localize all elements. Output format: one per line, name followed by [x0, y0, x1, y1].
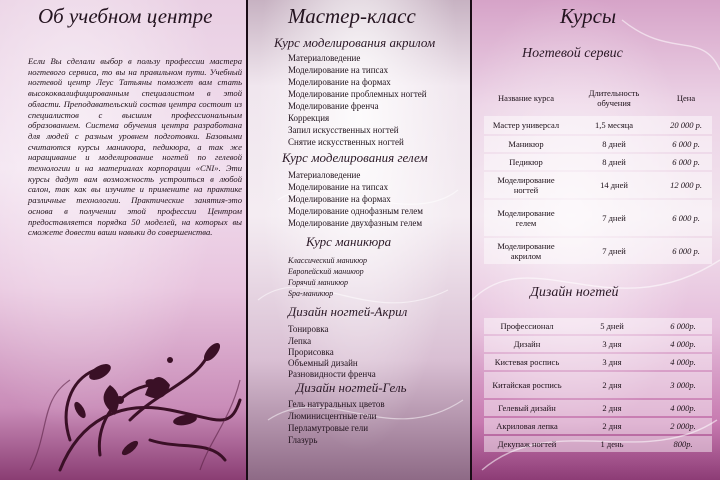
table-header-row: [484, 82, 712, 114]
acrylic-design-heading: Дизайн ногтей-Акрил: [288, 304, 408, 319]
list-item: Глазурь: [288, 435, 318, 445]
list-item: Прорисовка: [288, 347, 334, 357]
course-name: Дизайн: [484, 336, 570, 352]
course-price: 4 000р.: [654, 400, 712, 416]
course-price: 6 000 р.: [660, 154, 712, 170]
course-price: 6 000 р.: [660, 200, 712, 236]
course-duration: 5 дней: [570, 318, 654, 334]
course-duration: 8 дней: [568, 154, 660, 170]
masterclass-title: Мастер-класс: [288, 4, 416, 28]
course-duration: 2 дня: [570, 418, 654, 434]
course-name: Моделирование ногтей: [484, 172, 568, 198]
course-price: 12 000 р.: [660, 172, 712, 198]
course-name: Маникюр: [484, 136, 568, 152]
gel-course-heading: Курс моделирования гелем: [282, 150, 428, 165]
about-text: Если Вы сделали выбор в пользу профессии мастера ногтевого сервиса, то вы на правильном пути. Учебный ногтевой центр Леус Татьяны поможет вам стать высококвалифицированным специалистом в этой области. Преподавательский состав центра состоит из специалистов с высшим профессиональным образованием. Система обучения центра разработана для людей с разным уровнем подготовки. Базовыми считаются курсы маникюра, педикюра, а так же наращивание и моделирование ногтей по гелевой технологии и на материалах корпорации «CNI». Эти курсы дадут вам возможность устроиться в любой салон, так как вы изучите и примените на практике различные технологии. Практические занятия-это основа в получении этой профессии Центром предоставляется порядка 50 моделей, на которых вы сможете довести ваши навыки до совершенства.: [28, 56, 242, 238]
table-row: [484, 336, 712, 352]
list-item: Перламутровые гели: [288, 423, 369, 433]
course-duration: 7 дней: [568, 238, 660, 264]
course-duration: 1,5 месяца: [568, 116, 660, 134]
course-price: 6 000р.: [654, 318, 712, 334]
course-name: Моделирование акрилом: [484, 238, 568, 264]
list-item: Моделирование на формах: [288, 77, 391, 87]
list-item: Запил искусственных ногтей: [288, 125, 399, 135]
course-duration: 1 день: [570, 436, 654, 452]
course-duration: 3 дня: [570, 336, 654, 352]
course-name: Акриловая лепка: [484, 418, 570, 434]
column-header: Длительность обучения: [588, 88, 640, 108]
course-price: 2 000р.: [654, 418, 712, 434]
courses-title: Курсы: [560, 4, 617, 28]
course-duration: 8 дней: [568, 136, 660, 152]
list-item: Моделирование двухфазным гелем: [288, 218, 423, 228]
nail-service-table: [484, 80, 712, 266]
course-name: Гелевый дизайн: [484, 400, 570, 416]
table-row: [484, 354, 712, 370]
list-item: Объемный дизайн: [288, 358, 358, 368]
about-title: Об учебном центре: [38, 4, 213, 28]
course-name: Мастер универсал: [484, 116, 568, 134]
course-duration: 2 дня: [570, 372, 654, 398]
list-item: Тонировка: [288, 324, 329, 334]
course-price: 6 000 р.: [660, 238, 712, 264]
course-name: Моделирование гелем: [484, 200, 568, 236]
table-row: [484, 238, 712, 264]
acrylic-course-heading: Курс моделирования акрилом: [274, 35, 436, 50]
list-item: Материаловедение: [288, 53, 361, 63]
list-item: Снятие искусственных ногтей: [288, 137, 404, 147]
course-duration: 14 дней: [568, 172, 660, 198]
list-item: Моделирование однофазным гелем: [288, 206, 423, 216]
list-item: Моделирование на типсах: [288, 182, 389, 192]
table-row: [484, 116, 712, 134]
table-row: [484, 136, 712, 152]
about-panel: [0, 0, 246, 480]
course-duration: 3 дня: [570, 354, 654, 370]
table-row: [484, 200, 712, 236]
list-item: Spa-маникюр: [288, 289, 334, 298]
nail-design-table: [484, 316, 712, 454]
course-name: Профессионал: [484, 318, 570, 334]
list-item: Моделирование проблемных ногтей: [288, 89, 427, 99]
manicure-course-heading: Курс маникюра: [306, 234, 392, 249]
course-duration: 2 дня: [570, 400, 654, 416]
list-item: Моделирование на формах: [288, 194, 391, 204]
course-duration: 7 дней: [568, 200, 660, 236]
list-item: Материаловедение: [288, 170, 361, 180]
list-item: Моделирование на типсах: [288, 65, 389, 75]
gel-design-heading: Дизайн ногтей-Гель: [296, 380, 407, 395]
table-row: [484, 372, 712, 398]
list-item: Разновидности френча: [288, 369, 376, 379]
course-price: 3 000р.: [654, 372, 712, 398]
table-row: [484, 400, 712, 416]
course-name: Педикюр: [484, 154, 568, 170]
table-row: [484, 154, 712, 170]
nail-design-heading: Дизайн ногтей: [530, 285, 619, 300]
table-row: [484, 318, 712, 334]
courses-panel: [472, 0, 720, 480]
list-item: Европейский маникюр: [288, 267, 364, 276]
list-item: Лепка: [288, 336, 312, 346]
list-item: Классический маникюр: [288, 256, 368, 265]
table-row: [484, 172, 712, 198]
table-row: [484, 418, 712, 434]
list-item: Моделирование френча: [288, 101, 379, 111]
list-item: Гель натуральных цветов: [288, 399, 385, 409]
masterclass-panel: [248, 0, 470, 480]
course-name: Декупаж ногтей: [484, 436, 570, 452]
list-item: Горячий маникюр: [288, 278, 349, 287]
course-price: 6 000 р.: [660, 136, 712, 152]
column-header: Название курса: [497, 93, 555, 103]
column-header: Цена: [676, 93, 696, 103]
list-item: Коррекция: [288, 113, 330, 123]
list-item: Люминисцентные гели: [288, 411, 377, 421]
course-name: Китайская роспись: [484, 372, 570, 398]
course-price: 800р.: [654, 436, 712, 452]
course-price: 20 000 р.: [660, 116, 712, 134]
course-name: Кистевая роспись: [484, 354, 570, 370]
table-row: [484, 436, 712, 452]
course-price: 4 000р.: [654, 354, 712, 370]
course-price: 4 000р.: [654, 336, 712, 352]
nail-service-heading: Ногтевой сервис: [522, 46, 623, 61]
